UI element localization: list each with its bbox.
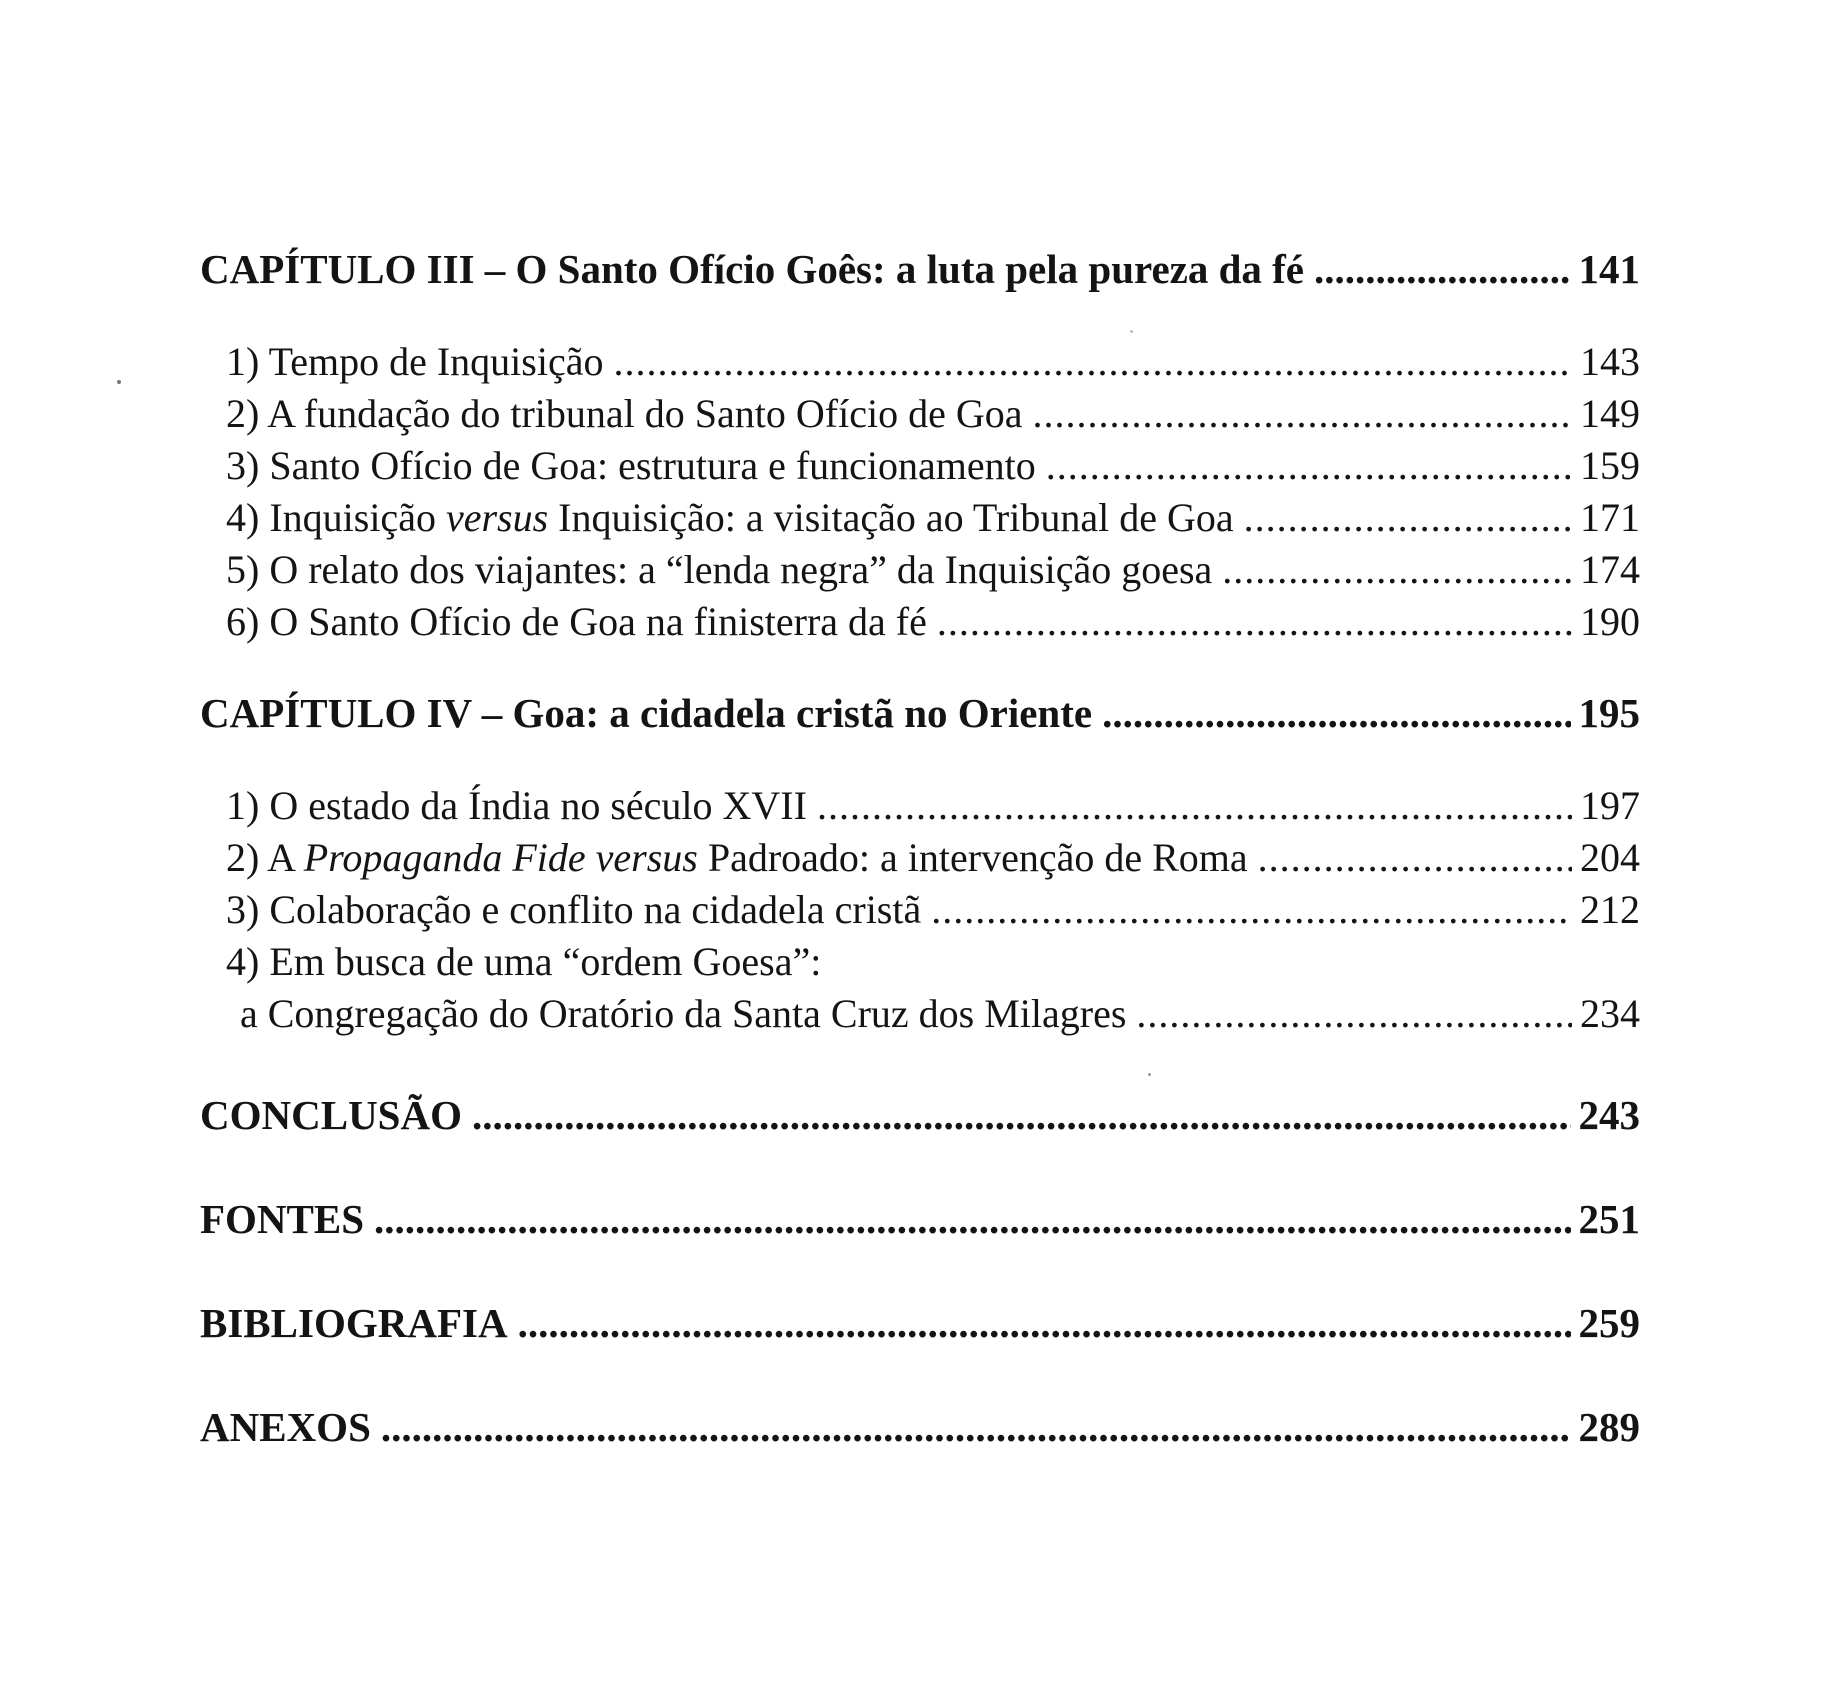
toc-section[interactable] (200, 492, 1640, 544)
title-part: Inquisição: a visitação ao Tribunal de Goa (548, 495, 1234, 540)
toc-entry-title (226, 832, 1248, 884)
dot-leader (817, 780, 1572, 832)
dot-leader (374, 1190, 1570, 1248)
toc-page-number: 234 (1580, 991, 1640, 1036)
dot-leader (1032, 388, 1572, 440)
dot-leader (1244, 492, 1572, 544)
dot-leader (518, 1294, 1571, 1352)
toc-entry-title: ANEXOS (200, 1404, 371, 1450)
toc-entry-title: 2) A fundação do tribunal do Santo Ofício de Goa (226, 391, 1023, 436)
title-part: 2) A (226, 835, 304, 880)
dot-leader (613, 336, 1572, 388)
toc-entry-title: CONCLUSÃO (200, 1092, 462, 1138)
title-italic: Propaganda Fide versus (303, 835, 698, 880)
scan-speck (1130, 330, 1133, 333)
toc-chapter-3[interactable] (200, 240, 1640, 298)
toc-page-number: 174 (1580, 547, 1640, 592)
toc-page-number: 197 (1580, 783, 1640, 828)
toc-page-number: 204 (1580, 835, 1640, 880)
dot-leader (1102, 684, 1570, 742)
title-part: 4) Inquisição (226, 495, 446, 540)
toc-entry-title: a Congregação do Oratório da Santa Cruz dos Milagres (240, 991, 1127, 1036)
toc-page-number: 141 (1578, 246, 1640, 292)
toc-bibliografia[interactable] (200, 1294, 1640, 1352)
toc-entry-title: 3) Santo Ofício de Goa: estrutura e funcionamento (226, 443, 1036, 488)
toc-page-number: 212 (1580, 887, 1640, 932)
toc-section[interactable] (200, 596, 1640, 648)
toc-page-number: 159 (1580, 443, 1640, 488)
toc-section[interactable] (200, 936, 1640, 988)
toc-page-number: 195 (1578, 690, 1640, 736)
dot-leader (1136, 988, 1572, 1040)
toc-entry-title: CAPÍTULO IV – Goa: a cidadela cristã no Oriente (200, 690, 1093, 736)
dot-leader (937, 596, 1572, 648)
toc-section[interactable] (200, 440, 1640, 492)
toc-entry-title: FONTES (200, 1196, 365, 1242)
dot-leader (472, 1086, 1571, 1144)
toc-page-number: 190 (1580, 599, 1640, 644)
toc-page-number: 259 (1578, 1300, 1640, 1346)
toc-fontes[interactable] (200, 1190, 1640, 1248)
toc-section[interactable] (200, 336, 1640, 388)
dot-leader (1258, 832, 1572, 884)
toc-conclusao[interactable] (200, 1086, 1640, 1144)
toc-section[interactable] (200, 388, 1640, 440)
toc-page-number: 149 (1580, 391, 1640, 436)
toc-entry-title (226, 492, 1234, 544)
dot-leader (1314, 240, 1571, 298)
toc-page-number: 243 (1578, 1092, 1640, 1138)
toc-anexos[interactable] (200, 1398, 1640, 1456)
toc-page-number: 251 (1578, 1196, 1640, 1242)
toc-section[interactable] (200, 780, 1640, 832)
toc-section-continuation[interactable] (200, 988, 1640, 1040)
toc-entry-title: 6) O Santo Ofício de Goa na finisterra da fé (226, 599, 927, 644)
scan-speck (117, 380, 121, 384)
dot-leader (1222, 544, 1572, 596)
toc-entry-title: 5) O relato dos viajantes: a “lenda negra” da Inquisição goesa (226, 547, 1213, 592)
toc-section[interactable] (200, 884, 1640, 936)
toc-section[interactable] (200, 544, 1640, 596)
dot-leader (381, 1398, 1571, 1456)
toc-page-number: 171 (1580, 495, 1640, 540)
toc-entry-title: BIBLIOGRAFIA (200, 1300, 508, 1346)
dot-leader (1046, 440, 1572, 492)
toc-entry-title: CAPÍTULO III – O Santo Ofício Goês: a luta pela pureza da fé (200, 246, 1304, 292)
title-italic: versus (445, 495, 549, 540)
toc-entry-title: 3) Colaboração e conflito na cidadela cristã (226, 887, 922, 932)
table-of-contents (200, 240, 1640, 1456)
title-part: Padroado: a intervenção de Roma (697, 835, 1248, 880)
toc-chapter-4[interactable] (200, 684, 1640, 742)
toc-page-number: 289 (1578, 1404, 1640, 1450)
dot-leader (931, 884, 1572, 936)
toc-entry-title: 4) Em busca de uma “ordem Goesa”: (226, 939, 822, 984)
toc-entry-title: 1) Tempo de Inquisição (226, 339, 604, 384)
toc-section[interactable] (200, 832, 1640, 884)
toc-entry-title: 1) O estado da Índia no século XVII (226, 783, 807, 828)
scan-speck (1148, 1073, 1151, 1076)
toc-page-number: 143 (1580, 339, 1640, 384)
